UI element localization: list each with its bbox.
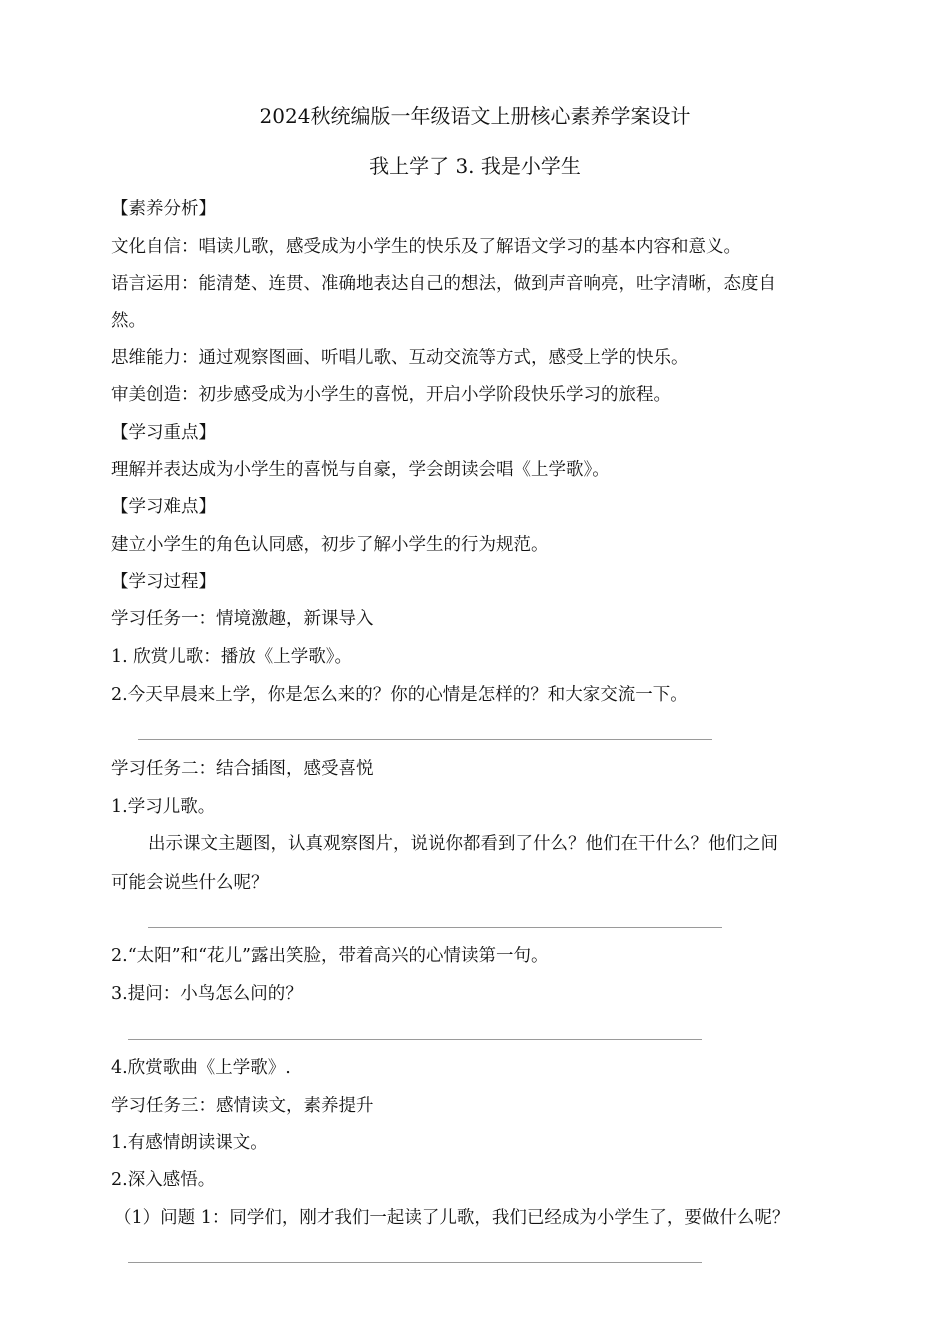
paragraph-key-points: 理解并表达成为小学生的喜悦与自豪，学会朗读会唱《上学歌》。 (111, 460, 610, 480)
section-heading-difficulties: 【学习难点】 (111, 497, 216, 517)
task-two-paragraph: 出示课文主题图，认真观察图片，说说你都看到了什么？他们在干什么？他们之间 (148, 834, 778, 854)
lesson-subtitle: 我上学了 3. 我是小学生 (369, 154, 581, 178)
task-two-heading: 学习任务二：结合插图，感受喜悦 (111, 759, 374, 779)
answer-line-1 (138, 739, 712, 740)
answer-line-4 (128, 1262, 702, 1263)
task-two-item-3: 3.提问：小鸟怎么问的？ (111, 984, 303, 1004)
paragraph-difficulties: 建立小学生的角色认同感，初步了解小学生的行为规范。 (111, 535, 549, 555)
answer-line-3 (128, 1039, 702, 1040)
paragraph-language-use: 语言运用：能清楚、连贯、准确地表达自己的想法，做到声音响亮，吐字清晰，态度自 (111, 274, 776, 294)
paragraph-thinking-ability: 思维能力：通过观察图画、听唱儿歌、互动交流等方式，感受上学的快乐。 (111, 348, 689, 368)
section-heading-learning-process: 【学习过程】 (111, 572, 216, 592)
task-two-paragraph-cont: 可能会说些什么呢？ (111, 873, 269, 893)
section-heading-key-points: 【学习重点】 (111, 423, 216, 443)
task-three-heading: 学习任务三：感情读文，素养提升 (111, 1096, 374, 1116)
answer-line-2 (148, 927, 722, 928)
paragraph-aesthetic-creation: 审美创造：初步感受成为小学生的喜悦，开启小学阶段快乐学习的旅程。 (111, 385, 671, 405)
task-three-item-2: 2.深入感悟。 (111, 1170, 216, 1190)
task-three-item-1: 1.有感情朗读课文。 (111, 1133, 268, 1153)
paragraph-cultural-confidence: 文化自信：唱读儿歌，感受成为小学生的快乐及了解语文学习的基本内容和意义。 (111, 237, 741, 257)
paragraph-language-use-cont: 然。 (111, 311, 146, 331)
task-one-item-2: 2.今天早晨来上学，你是怎么来的？你的心情是怎样的？和大家交流一下。 (111, 685, 688, 705)
section-heading-literacy-analysis: 【素养分析】 (111, 199, 216, 219)
task-two-item-1: 1.学习儿歌。 (111, 797, 216, 817)
task-one-item-1: 1. 欣赏儿歌：播放《上学歌》。 (111, 647, 353, 667)
document-title: 2024秋统编版一年级语文上册核心素养学案设计 (259, 104, 691, 128)
task-three-question-1: （1）问题 1：同学们，刚才我们一起读了儿歌，我们已经成为小学生了，要做什么呢？ (114, 1208, 790, 1228)
task-two-item-4: 4.欣赏歌曲《上学歌》. (111, 1058, 291, 1078)
task-two-item-2: 2.“太阳”和“花儿”露出笑脸，带着高兴的心情读第一句。 (111, 946, 549, 966)
task-one-heading: 学习任务一：情境激趣，新课导入 (111, 609, 374, 629)
